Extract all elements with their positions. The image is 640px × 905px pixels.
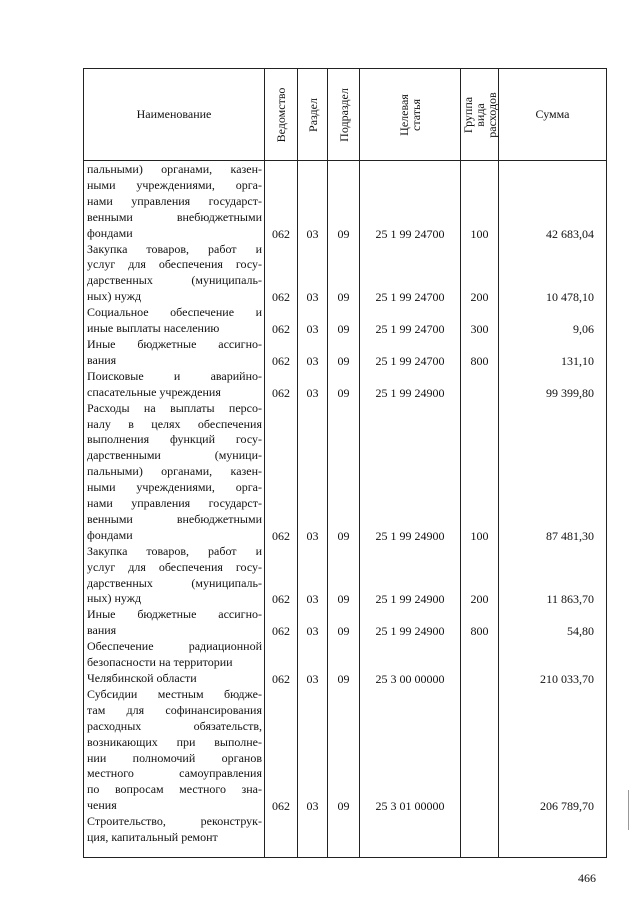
name-line: Социальное обеспечение и xyxy=(87,305,262,320)
header-vedomstvo: Ведомство xyxy=(265,69,298,161)
name-line: ными учреждениями, орга- xyxy=(87,480,262,495)
name-line: Обеспечение радиационной xyxy=(87,639,262,654)
summa-value: 11 863,70 xyxy=(546,592,594,607)
summa-value: 210 033,70 xyxy=(540,671,594,686)
name-line: венными внебюджетными xyxy=(87,511,262,526)
name-line: иные выплаты населению xyxy=(87,321,220,336)
name-line: ными учреждениями, орга- xyxy=(87,177,262,192)
podrazdel-value: 09 xyxy=(337,353,350,368)
name-line: возникающих при выполне- xyxy=(87,734,262,749)
gruppa-value: 800 xyxy=(470,353,489,368)
name-line: фондами xyxy=(87,527,133,542)
razdel-column xyxy=(298,161,328,858)
razdel-value: 03 xyxy=(306,226,319,241)
ved-value: 062 xyxy=(272,528,290,543)
razdel-value: 03 xyxy=(306,799,319,813)
podrazdel-value: 09 xyxy=(337,290,350,305)
celevaya-statya-column xyxy=(360,161,461,858)
name-line: нами управления государст- xyxy=(87,193,262,208)
name-line: безопасности на территории xyxy=(87,655,233,670)
celevaya-value: 25 1 99 24900 xyxy=(375,592,445,607)
vedomstvo-column xyxy=(265,161,298,858)
gruppa-value: 800 xyxy=(470,624,489,639)
header-podrazdel: Подраздел xyxy=(328,69,360,161)
gruppa-value: 100 xyxy=(470,226,489,241)
name-line: дарственных (муниципаль- xyxy=(87,575,262,590)
page-number: 466 xyxy=(578,871,596,885)
razdel-value: 03 xyxy=(306,671,319,686)
name-line: Расходы на выплаты персо- xyxy=(87,400,262,415)
summa-value: 54,80 xyxy=(567,624,594,639)
scan-mark xyxy=(628,790,629,830)
name-line: нии полномочий органов xyxy=(87,750,262,765)
razdel-value: 03 xyxy=(306,624,319,639)
table-body-row xyxy=(84,161,607,858)
ved-value: 062 xyxy=(272,671,290,686)
ved-value: 062 xyxy=(272,322,290,336)
name-line: пальными) органами, казен- xyxy=(87,464,262,479)
ved-value: 062 xyxy=(272,353,290,368)
name-line: налу в целях обеспечения xyxy=(87,416,262,431)
celevaya-value: 25 3 00 00000 xyxy=(375,671,445,686)
podrazdel-value: 09 xyxy=(337,528,350,543)
header-summa: Сумма xyxy=(499,69,607,161)
name-line: венными внебюджетными xyxy=(87,209,262,224)
name-line: вания xyxy=(87,352,117,367)
celevaya-value: 25 1 99 24900 xyxy=(375,624,445,639)
gruppa-value: 300 xyxy=(470,322,489,336)
name-line: Иные бюджетные ассигно- xyxy=(87,607,262,622)
name-line: местного самоуправления xyxy=(87,766,262,781)
table-header-row xyxy=(84,69,607,161)
celevaya-value: 25 1 99 24700 xyxy=(375,226,445,241)
gruppa-vida-rashodov-column xyxy=(461,161,499,858)
name-line: по вопросам местного зна- xyxy=(87,782,262,797)
ved-value: 062 xyxy=(272,799,290,813)
ved-value: 062 xyxy=(272,290,290,305)
summa-value: 10 478,10 xyxy=(546,290,594,305)
podrazdel-value: 09 xyxy=(337,671,350,686)
name-line: Челябинской области xyxy=(87,671,197,685)
name-line: Строительство, реконструк- xyxy=(87,814,262,829)
summa-value: 87 481,30 xyxy=(546,528,594,543)
summa-value: 42 683,04 xyxy=(546,226,594,241)
budget-table xyxy=(83,68,607,858)
celevaya-value: 25 1 99 24900 xyxy=(375,385,445,400)
name-line: услуг для обеспечения госу- xyxy=(87,559,262,574)
name-line: ных) нужд xyxy=(87,289,142,304)
name-line: чения xyxy=(87,798,117,813)
ved-value: 062 xyxy=(272,624,290,639)
podrazdel-value: 09 xyxy=(337,799,350,813)
razdel-value: 03 xyxy=(306,322,319,336)
name-column-text xyxy=(84,161,265,858)
gruppa-value: 100 xyxy=(470,528,489,543)
gruppa-value: 200 xyxy=(470,290,489,305)
name-line: услуг для обеспечения госу- xyxy=(87,257,262,272)
summa-value: 131,10 xyxy=(561,353,594,368)
gruppa-value: 200 xyxy=(470,592,489,607)
ved-value: 062 xyxy=(272,226,290,241)
podrazdel-column xyxy=(328,161,360,858)
razdel-value: 03 xyxy=(306,353,319,368)
podrazdel-value: 09 xyxy=(337,592,350,607)
celevaya-value: 25 3 01 00000 xyxy=(375,799,445,813)
name-line: выполнения функций госу- xyxy=(87,432,262,447)
name-line: нами управления государст- xyxy=(87,496,262,511)
name-line: фондами xyxy=(87,225,133,240)
header-celevaya-statya: Целевая статья xyxy=(360,69,461,161)
podrazdel-value: 09 xyxy=(337,226,350,241)
celevaya-value: 25 1 99 24900 xyxy=(375,528,445,543)
name-line: вания xyxy=(87,623,117,638)
name-line: пальными) органами, казен- xyxy=(87,162,262,176)
summa-value: 206 789,70 xyxy=(540,799,594,813)
name-line: дарственных (муниципаль- xyxy=(87,273,262,288)
name-line: там для софинансирования xyxy=(87,702,262,717)
summa-value: 99 399,80 xyxy=(546,385,594,400)
header-razdel: Раздел xyxy=(298,69,328,161)
name-line: Закупка товаров, работ и xyxy=(87,543,262,558)
podrazdel-value: 09 xyxy=(337,624,350,639)
name-line: Поисковые и аварийно- xyxy=(87,368,262,383)
name-line: Иные бюджетные ассигно- xyxy=(87,336,262,351)
razdel-value: 03 xyxy=(306,528,319,543)
razdel-value: 03 xyxy=(306,290,319,305)
celevaya-value: 25 1 99 24700 xyxy=(375,353,445,368)
ved-value: 062 xyxy=(272,385,290,400)
podrazdel-value: 09 xyxy=(337,322,350,336)
razdel-value: 03 xyxy=(306,592,319,607)
summa-column xyxy=(499,161,607,858)
celevaya-value: 25 1 99 24700 xyxy=(375,290,445,305)
summa-value: 9,06 xyxy=(573,322,594,336)
name-line: ных) нужд xyxy=(87,591,142,606)
ved-value: 062 xyxy=(272,592,290,607)
name-line: дарственными (муници- xyxy=(87,448,262,463)
header-gruppa-vida-rashodov: Группа вида расходов xyxy=(461,69,499,161)
podrazdel-value: 09 xyxy=(337,385,350,400)
razdel-value: 03 xyxy=(306,385,319,400)
name-line: ция, капитальный ремонт xyxy=(87,830,218,845)
name-line: расходных обязательств, xyxy=(87,718,262,733)
celevaya-value: 25 1 99 24700 xyxy=(375,322,445,336)
name-line: спасательные учреждения xyxy=(87,384,221,399)
name-line: Закупка товаров, работ и xyxy=(87,241,262,256)
header-name: Наименование xyxy=(84,69,265,161)
name-line: Субсидии местным бюдже- xyxy=(87,686,262,701)
